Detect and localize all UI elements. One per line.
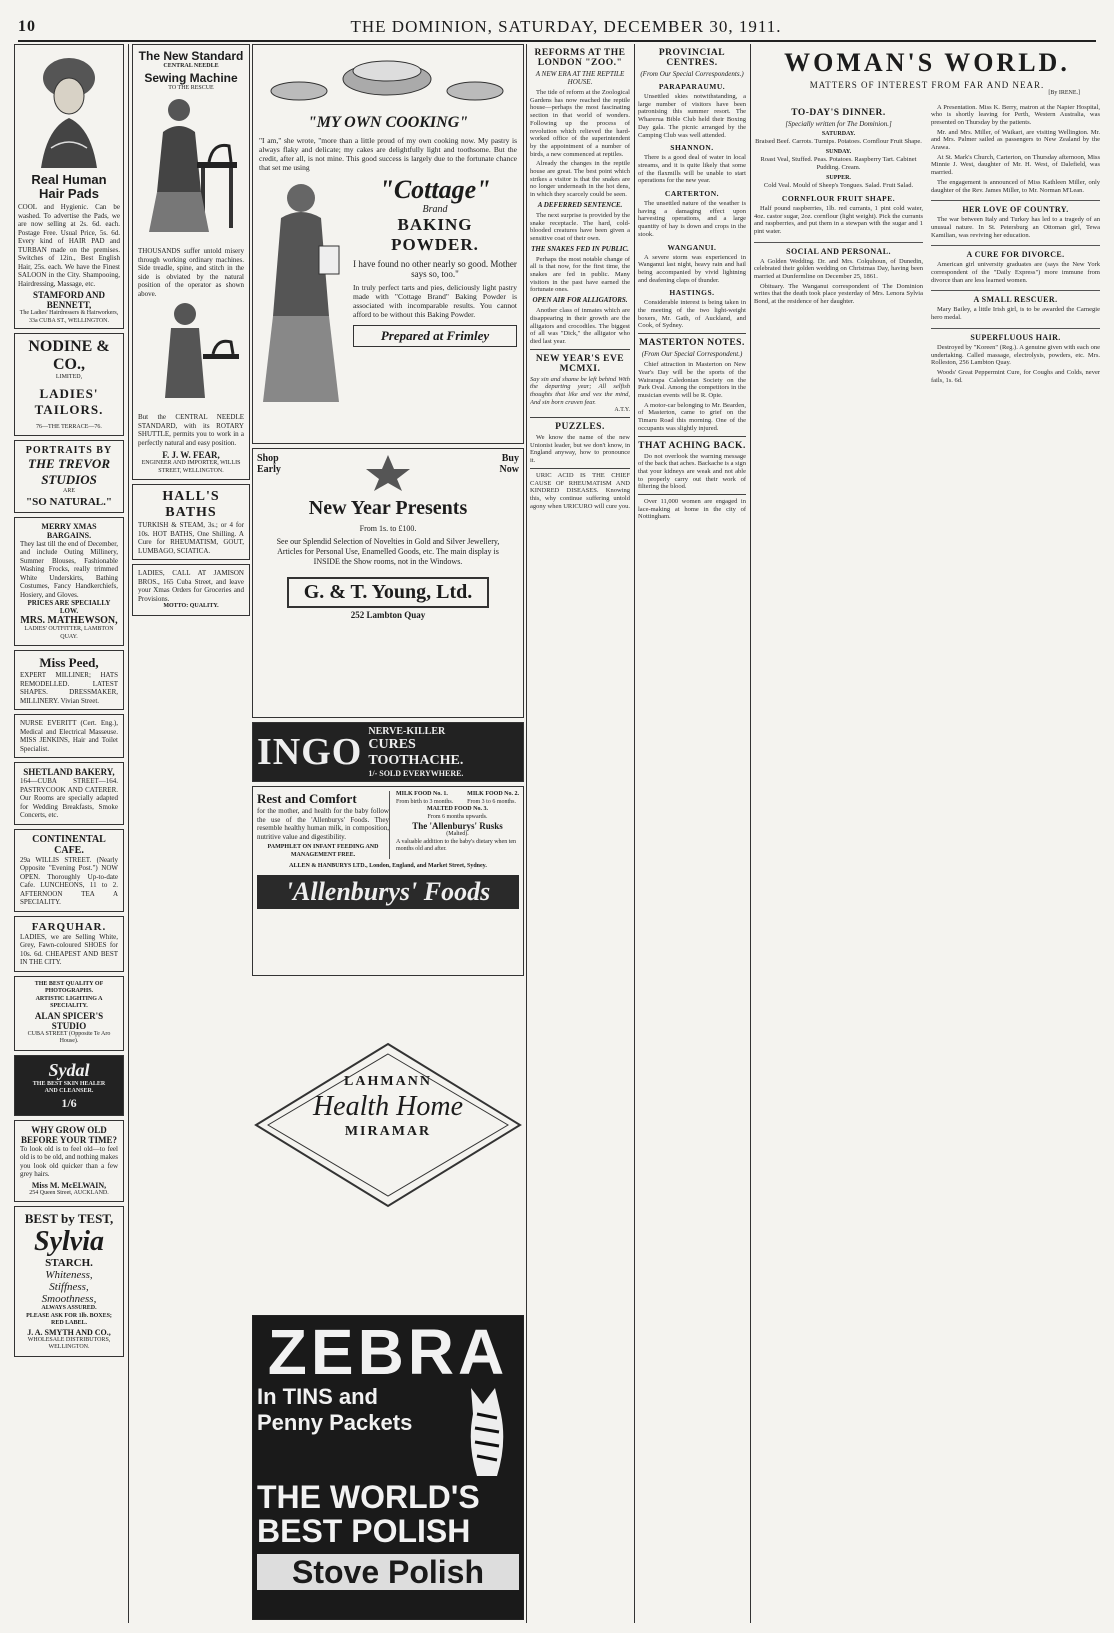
cakes-illustration xyxy=(259,49,517,109)
continental-body: 29a WILLIS STREET. (Nearly Opposite "Evening Post.") NOW OPEN. Thoroughly Up-to-date Cafe. LUNCHEONS, 11 to 2. AFTERNOON TEA A SPECIALITY. xyxy=(20,855,118,906)
ingo-tag1: NERVE-KILLER xyxy=(368,726,446,737)
sewing-body2: But the CENTRAL NEEDLE STANDARD, with its ROTARY SHUTTLE, permits you to work in a perfectly natural and easy position. xyxy=(138,413,244,447)
cottage-brand: "Cottage" xyxy=(379,175,491,204)
wanganui-heading: WANGANUI. xyxy=(667,242,717,252)
allenburys-rusks: The 'Allenburys' Rusks xyxy=(412,821,503,831)
masthead xyxy=(18,14,1096,42)
page-number: 10 xyxy=(18,18,36,35)
ingo-price: 1/- SOLD EVERYWHERE. xyxy=(368,769,464,778)
sylvia-line4: Stiffness, xyxy=(49,1281,89,1293)
sylvia-firm: J. A. SMYTH AND CO., xyxy=(27,1327,111,1337)
sewing-line1: The New Standard xyxy=(138,49,244,63)
aching-back-paragraph: Do not overlook the warning message of the back that aches. Backache is a sign that your kidneys are weak and not able to properly carry out their work of filtering the blood. xyxy=(638,452,746,491)
lady-portrait-illustration xyxy=(21,48,117,168)
zebra-line2: Penny Packets xyxy=(257,1410,413,1435)
provincial-headline: PROVINCIAL CENTRES. xyxy=(658,48,726,68)
mathewson-body: They last till the end of December, and include Outing Millinery, Summer Blouses, Fashionable Washing Frocks, really trimmed White Underskirts, Bathing Costumes, Fancy Handkerchiefs, Hosiery, and Gloves. xyxy=(20,539,118,599)
social-paragraph: Mr. and Mrs. Miller, of Waikari, are visiting Wellington. Mr. and Mrs. Palmer sailed as passengers to New Zealand by the Arawa. xyxy=(931,128,1100,152)
zoo-article-column xyxy=(530,44,630,1624)
social-paragraph: A Golden Wedding. Dr. and Mrs. Colquhoun, of Dunedin, celebrated their golden wedding on Christmas Day, having been married at Dunfermline on December 25, 1861. xyxy=(754,257,923,281)
spicer-line1: THE BEST QUALITY OF PHOTOGRAPHS. xyxy=(34,980,104,994)
womans-world-byline: [By IRENE.] xyxy=(1048,90,1080,96)
social-paragraph: The engagement is announced of Miss Kathleen Miller, only daughter of the Rev. James Miller, to Mr. Norman M'Lean. xyxy=(931,178,1100,194)
mathewson-sub: LADIES' OUTFITTER, LAMBTON QUAY. xyxy=(24,626,114,640)
allenburys-brand: 'Allenburys' Foods xyxy=(257,875,519,909)
nodine-limited: LIMITED, xyxy=(55,374,83,380)
allenburys-firm: ALLEN & HANBURYS LTD., London, England, and Market Street, Sydney. xyxy=(289,863,487,869)
halls-baths-ad xyxy=(132,484,250,560)
trevor-name: THE TREVOR STUDIOS xyxy=(28,456,110,487)
trevor-studios-ad xyxy=(14,440,124,513)
sydal-brand: Sydal xyxy=(48,1059,90,1080)
sewing-machine-ad xyxy=(132,44,250,480)
peed-name: Miss Peed, xyxy=(39,655,99,670)
nodine-ladies: LADIES' xyxy=(39,385,99,401)
puzzles-paragraph: We know the name of the new Unionist leader, but we don't know, in England anyway, how to pronounce it. xyxy=(530,434,630,465)
provincial-paragraph: Unsettled skies notwithstanding, a large number of visitors have been patronising this summer resort. The Wharerua Bible Club held their Boxing Day gala. The picnic arranged by the Camping Club was well attended. xyxy=(638,93,746,139)
shetland-bakery-ad xyxy=(14,762,124,825)
social-paragraph: At St. Mark's Church, Carterton, on Thursday afternoon, Miss Minnie J. West, daughter of Mr. H. West, of Dalefield, was married. xyxy=(931,153,1100,177)
sunday-label: SUNDAY. xyxy=(825,148,852,155)
lahmann-line3: MIRAMAR xyxy=(344,1124,432,1139)
farquhar-body: LADIES, we are Selling White, Grey, Fawn-coloured SHOES for 10s. 6d. CHEAPEST AND BEST IN THE CITY. xyxy=(20,932,118,966)
new-year-body: See our Splendid Selection of Novelties in Gold and Silver Jewellery, Articles for Personal Use, Enamelled Goods, etc. The main display is INSIDE the Show rooms, not in the Windows. xyxy=(276,537,500,566)
cottage-found: I have found no other nearly so good. Mother says so, too." xyxy=(353,259,517,279)
cure-for-divorce-paragraph: American girl university graduates are (says the New York correspondent of the "Daily Express") more immune from divorce than are less learned women. xyxy=(931,261,1100,284)
zebra-line5: Stove Polish xyxy=(257,1554,519,1590)
uric-acid-ad: URIC ACID IS THE CHIEF CAUSE OF RHEUMATISM AND KINDRED DISEASES. Knowing this, why continue suffering untold agony when URICURO will cure you. xyxy=(530,471,630,510)
nurse-body: NURSE EVERITT (Cert. Eng.), Medical and Electrical Masseuse. MISS JENKINS, Hair and Toilet Specialist. xyxy=(20,719,118,753)
mathewson-name: MRS. MATHEWSON, xyxy=(20,615,118,626)
masterton-headline: MASTERTON NOTES. xyxy=(639,338,745,349)
small-rescuer-heading: A SMALL RESCUER. xyxy=(931,290,1100,304)
milk-food-1-sub: From birth to 3 months. xyxy=(396,798,454,805)
sylvia-line3: Whiteness, xyxy=(45,1269,93,1281)
carterton-heading: CARTERTON. xyxy=(664,189,720,199)
continental-title: CONTINENTAL CAFE. xyxy=(32,833,106,856)
miss-peed-ad xyxy=(14,650,124,710)
recipe-heading: CORNFLOUR FRUIT SHAPE. xyxy=(781,193,896,203)
provincial-subhead: (From Our Special Correspondents.) xyxy=(640,70,744,78)
nodine-address: 76—THE TERRACE—76. xyxy=(36,423,102,430)
allenburys-title: Rest and Comfort xyxy=(257,791,357,806)
hastings-heading: HASTINGS. xyxy=(669,288,715,298)
new-years-eve-poem: Say sin and shame be left behind With the departing year; All selfish thoughts that like and vex the mind, And sin born craven fear. xyxy=(530,375,630,406)
dinner-heading: TO-DAY'S DINNER. xyxy=(791,107,886,118)
superfluous-hair-paragraph: Destroyed by "Koreen" (Reg.). A genuine given with each one undertaking. Called massage, electrolysis, powders, etc. Mrs. Rolleston, 256 Lambton Quay. xyxy=(931,343,1100,367)
column-divider xyxy=(634,44,635,1623)
spicer-line2: ARTISTIC LIGHTING A SPECIALITY. xyxy=(35,995,103,1009)
lahmann-line2: Health Home xyxy=(312,1091,464,1122)
nodine-ad xyxy=(14,333,124,436)
grow-old-address: 254 Queen Street, AUCKLAND. xyxy=(29,1189,109,1196)
zoo-section-alligators: OPEN AIR FOR ALLIGATORS. xyxy=(532,296,628,305)
lahmann-ad xyxy=(252,1040,524,1210)
peppermint-cure-paragraph: Woods' Great Peppermint Cure, for Coughs and Colds, never fails, 1s. 6d. xyxy=(931,368,1100,384)
sylvia-line7: PLEASE ASK FOR 1lb. BOXES; RED LABEL. xyxy=(26,1312,112,1326)
cottage-footer: Prepared at Frimley xyxy=(353,325,517,347)
provincial-paragraph: Considerable interest is being taken in the meeting of the two light-weight boxers, Mr. Gath, of Auckland, and Cook, of Sydney. xyxy=(638,299,746,330)
saturday-label: SATURDAY. xyxy=(821,130,856,137)
sylvia-line5: Smoothness, xyxy=(41,1293,97,1305)
new-year-presents-ad xyxy=(252,448,524,718)
spicer-address: CUBA STREET (Opposite Te Aro House). xyxy=(27,1030,111,1044)
column-divider xyxy=(526,44,527,1623)
recipe-paragraph: Half pound raspberries, 1lb. red currants, 1 pint cold water, 4oz. castor sugar, 2oz. cornflour (light weight). Pick the currants and raspberries, and put them in a stewpan with the sugar and 1 pint water. xyxy=(754,204,923,235)
allenburys-rusks-sub: (Malted). xyxy=(446,831,469,837)
cottage-body: In truly perfect tarts and pies, deliciously light pastry made with "Cottage Brand" Baking Powder is associated with incomparable results. You cannot afford to be without this Baking Powder. xyxy=(353,283,517,319)
spicer-name: ALAN SPICER'S STUDIO xyxy=(34,1010,104,1031)
zebra-line4: BEST POLISH xyxy=(257,1513,471,1549)
zebra-brand: ZEBRA xyxy=(267,1316,509,1388)
hair-pads-firm: STAMFORD AND BENNETT, xyxy=(32,290,106,310)
sydal-line1: THE BEST SKIN HEALER xyxy=(32,1080,106,1087)
lace-making-paragraph: Over 11,000 women are engaged in lace-making at home in the city of Nottingham. xyxy=(638,498,746,521)
grow-old-title: WHY GROW OLD BEFORE YOUR TIME? xyxy=(20,1124,117,1145)
sydal-ad xyxy=(14,1055,124,1116)
new-year-price: From 1s. to £100. xyxy=(359,524,417,533)
grow-old-body: To look old is to feel old—to feel old is to be old, and nothing makes you look old quicker than a few grey hairs. xyxy=(20,1144,118,1178)
zebra-ad xyxy=(252,1315,524,1620)
sylvia-line1: BEST by TEST, xyxy=(24,1211,114,1226)
allenburys-ad xyxy=(252,786,524,976)
alan-spicer-ad xyxy=(14,976,124,1051)
provincial-paragraph: A severe storm was experienced in Wanganui last night, heavy rain and hail being accompanied by vivid lightning and deafening claps of thunder. xyxy=(638,253,746,284)
zebra-head-illustration xyxy=(455,1384,519,1480)
farquhar-ad xyxy=(14,916,124,972)
masterton-subhead: (From Our Special Correspondent.) xyxy=(641,350,743,359)
zoo-subhead: A NEW ERA AT THE REPTILE HOUSE. xyxy=(535,70,625,86)
small-rescuer-paragraph: Mary Bailey, a little Irish girl, is to be awarded the Carnegie hero medal. xyxy=(931,306,1100,322)
column-divider xyxy=(128,44,129,1623)
shop-early-label: Shop Early xyxy=(257,453,281,475)
new-years-eve-headline: NEW YEAR'S EVE MCMXI. xyxy=(535,353,625,374)
milk-food-1: MILK FOOD No. 1. xyxy=(396,791,448,797)
continental-cafe-ad xyxy=(14,829,124,912)
mathewson-title: MERRY XMAS BARGAINS. xyxy=(41,521,97,540)
zoo-headline: REFORMS AT THE LONDON "ZOO." xyxy=(534,48,626,68)
buy-now-label: Buy Now xyxy=(499,453,519,475)
love-of-country-paragraph: The war between Italy and Turkey has led to a tragedy of an unusual nature. In St. Petersburg an Ottoman girl, Tewa Kamilian, was reviving her education. xyxy=(931,216,1100,239)
woman-with-tin-illustration xyxy=(259,176,349,406)
grow-old-name: Miss M. McELWAIN, xyxy=(31,1180,107,1190)
peed-body: EXPERT MILLINER; HATS REMODELLED. LATEST SHAPES. DRESSMAKER, MILLINERY. Vivian Street. xyxy=(20,671,118,705)
sydal-price: 1/6 xyxy=(61,1095,77,1110)
allenburys-pamphlet: PAMPHLET ON INFANT FEEDING AND MANAGEMENT FREE. xyxy=(267,844,379,858)
womans-world-column xyxy=(754,44,1100,1624)
sydal-line2: AND CLEANSER. xyxy=(44,1088,94,1094)
cottage-product: BAKING POWDER. xyxy=(391,215,479,254)
hair-pads-firm-address: The Ladies' Hairdressers & Hairworkers, 33a CUBA ST., WELLINGTON. xyxy=(19,310,119,324)
saturday-menu: Braised Beef. Carrots. Turnips. Potatoes. Cornflour Fruit Shape. xyxy=(755,138,922,145)
jamison-ad xyxy=(132,564,250,616)
trevor-are: ARE xyxy=(63,488,75,494)
zebra-line3: THE WORLD'S xyxy=(257,1479,480,1515)
lahmann-line1: LAHMANN xyxy=(344,1074,432,1089)
zoo-section-deferred: A DEFERRED SENTENCE. xyxy=(537,200,623,209)
ingo-ad xyxy=(252,722,524,782)
sewing-body: THOUSANDS suffer untold misery through working ordinary machines. Side treadle, spine, and stitch in the side is obviated by the natural position of the operator as shown above. xyxy=(138,247,244,298)
social-paragraph: Obituary. The Wanganui correspondent of The Dominion writes that the death took place yesterday of Mrs. Lenora Sylvia Bond, at the residence of her daughter. xyxy=(754,282,923,306)
sylvia-starch-ad xyxy=(14,1206,124,1357)
grow-old-ad xyxy=(14,1120,124,1203)
cottage-script-heading: "MY OWN COOKING" xyxy=(307,114,469,131)
nodine-tailors: TAILORS. xyxy=(34,401,104,417)
social-personal-heading: SOCIAL AND PERSONAL. xyxy=(754,242,923,256)
farquhar-title: FARQUHAR. xyxy=(31,920,107,933)
trevor-slogan: "SO NATURAL." xyxy=(26,495,112,508)
hair-pads-ad xyxy=(14,44,124,329)
superfluous-hair-heading: SUPERFLUOUS HAIR. xyxy=(931,328,1100,342)
sewing-line3: Sewing Machine xyxy=(144,70,238,85)
womans-world-headline: WOMAN'S WORLD. xyxy=(784,48,1070,77)
zoo-paragraph: Already the changes in the reptile house are great. The best point which strikes a visitor is that the snakes are no longer underneath in the hot dens, in which they scarcely could be seen. xyxy=(530,160,630,199)
ads-column-left xyxy=(14,44,124,1624)
provincial-paragraph: The unsettled nature of the weather is having a damaging effect upon harvesting operations, and a large quantity of hay is down and crops in the stook. xyxy=(638,200,746,238)
zoo-paragraph: Another class of inmates which are disappearing in their growth are the alligators and crocodiles. The biggest of all was "Dick," the alligator who died last year. xyxy=(530,307,630,345)
cottage-quote: "I am," she wrote, "more than a little proud of my own cooking now. My pastry is always flaky and delicate; my cakes are delightfully light and toothsome. But the credit, after all, is not mine. This good success is largely due to the fortunate chance that set me using xyxy=(259,136,517,172)
sylvia-line2: STARCH. xyxy=(45,1257,93,1269)
sunday-menu: Roast Veal, Stuffed. Peas. Potatoes. Raspberry Tart. Cabinet Pudding. Cream. xyxy=(760,156,917,171)
hair-pads-title: Real Human Hair Pads xyxy=(31,172,107,201)
allenburys-body: for the mother, and health for the baby follow the use of the 'Allenburys' Foods. They resemble healthy human milk, in composition, nutritive value and digestibility. xyxy=(257,807,389,841)
zoo-section-snakes: THE SNAKES FED IN PUBLIC. xyxy=(531,244,629,253)
zoo-paragraph: The next surprise is provided by the snake receptacle. The hard, cold-blooded creatures have been given a sensitive coat of their own. xyxy=(530,211,630,242)
shetland-title: SHETLAND BAKERY, xyxy=(23,767,115,777)
ingo-brand: INGO xyxy=(257,731,363,773)
provincial-paragraph: There is a good deal of water in local streams, and it is quite likely that some of the flaxmills will be unable to start operations for the new year. xyxy=(638,154,746,185)
shetland-body: 164—CUBA STREET—164. PASTRYCOOK AND CATERER. Our Rooms are specially adapted for Wedding Breakfasts, Smoke Concerts, etc. xyxy=(20,777,118,819)
column-divider xyxy=(750,44,751,1623)
cottage-baking-powder-ad xyxy=(252,44,524,444)
new-year-title: New Year Presents xyxy=(308,497,468,519)
puzzles-headline: PUZZLES. xyxy=(555,422,605,432)
ingo-tag2: CURES xyxy=(368,737,416,752)
womans-world-subhead: MATTERS OF INTEREST FROM FAR AND NEAR. xyxy=(809,80,1045,90)
milk-food-2-sub: From 3 to 6 months. xyxy=(467,798,516,805)
newspaper-title: THE DOMINION, SATURDAY, DECEMBER 30, 1911. xyxy=(350,17,782,36)
sewing-line4: TO THE RESCUE xyxy=(168,84,214,91)
masterton-paragraph: A motor-car belonging to Mr. Bearden, of Masterton, came to grief on the Timaru Road this morning. One of the occupants was slightly injured. xyxy=(638,401,746,432)
provincial-column xyxy=(638,44,746,1624)
jamison-motto: MOTTO: QUALITY. xyxy=(163,603,219,609)
poem-signature: A.T.Y. xyxy=(614,406,630,413)
sylvia-firm-sub: WHOLESALE DISTRIBUTORS, WELLINGTON. xyxy=(27,1336,111,1350)
trevor-line1: PORTRAITS BY xyxy=(25,445,113,456)
sewing-woman-illustration xyxy=(139,92,243,242)
milk-food-2: MILK FOOD No. 2. xyxy=(467,791,519,797)
sewing-firm-sub: ENGINEER AND IMPORTER, WILLIS STREET, WELLINGTON. xyxy=(141,460,241,474)
masterton-paragraph: Chief attraction in Masterton on New Year's Day will be the sports of the Wairarapa Caledonian Society on the Park Oval. Among the competitors in the musician events will be R. Opie. xyxy=(638,361,746,399)
malted-food-sub: From 6 months upwards. xyxy=(427,813,488,820)
ingo-tag3: TOOTHACHE. xyxy=(368,753,464,768)
cure-for-divorce-heading: A CURE FOR DIVORCE. xyxy=(931,245,1100,259)
nurse-ad xyxy=(14,714,124,758)
dinner-subhead: [Specially written for The Dominion.] xyxy=(785,119,892,128)
social-paragraph: A Presentation. Miss K. Berry, matron at the Napier Hospital, who is shortly leaving for Perth, Western Australia, was presented on Thursday by the patients. xyxy=(931,103,1100,126)
malted-food: MALTED FOOD No. 3. xyxy=(427,806,488,812)
hair-pads-body: COOL and Hygienic. Can be washed. To advertise the Pads, we are now selling at 2s. 6d. each. Postage Free. Usual Price, 5s. 6d. Every kind of HAIR PAD and TURBAN made on the premises. Switches of 12in., Best English Hair, 25s. each. We have the Finest SALOON in the City. Shampooing, Hairdressing, Massage, etc. xyxy=(18,203,120,288)
supper-menu: Cold Veal. Mould of Sheep's Tongues. Salad. Fruit Salad. xyxy=(763,182,914,190)
zebra-line1: In TINS and xyxy=(257,1384,378,1409)
allenburys-rusks-body: A valuable addition to the baby's dietary when ten months old and after. xyxy=(396,838,517,852)
sylvia-brand: Sylvia xyxy=(34,1226,104,1257)
halls-title: HALL'S BATHS xyxy=(162,489,220,520)
cottage-brand-sub: Brand xyxy=(422,204,448,215)
ads-column-second xyxy=(132,44,250,764)
jamison-body: LADIES, CALL AT JAMISON BROS., 165 Cuba Street, and leave your Xmas Orders for Groceries and Provisions. xyxy=(138,569,244,603)
mathewson-ad xyxy=(14,517,124,647)
halls-body: TURKISH & STEAM, 3s.; or 4 for 10s. HOT BATHS, One Shilling. A Cure for RHEUMATISM, GOUT, LUMBAGO, SCIATICA. xyxy=(138,521,244,555)
zoo-paragraph: The tide of reform at the Zoological Gardens has now reached the reptile house—perhaps the most fascinating section in that world of wonders. Following up the process of revolution which relieved the hard-worked office of the superintendent by the appointment of a number of birds, a new commenced at reptiles. xyxy=(530,89,630,158)
young-firm-name: G. & T. Young, Ltd. xyxy=(287,577,489,608)
supper-label: SUPPER. xyxy=(826,174,851,181)
young-address: 252 Lambton Quay xyxy=(350,610,426,620)
sewing-firm: F. J. W. FEAR, xyxy=(162,450,220,460)
mathewson-prices: PRICES ARE SPECIALLY LOW. xyxy=(27,599,111,615)
sewing-woman-upright-illustration xyxy=(139,298,243,408)
sewing-line2: CENTRAL NEEDLE xyxy=(163,63,219,69)
sylvia-line6: ALWAYS ASSURED. xyxy=(41,1305,97,1311)
zoo-paragraph: Perhaps the most notable change of all is that now, for the first time, the snakes are fed in public. Many visitors in the past have earned the fortunate ones. xyxy=(530,255,630,294)
nodine-name: NODINE & CO., xyxy=(28,338,110,373)
paraparaumu-heading: PARAPARAUMU. xyxy=(658,82,726,91)
aching-back-headline: THAT ACHING BACK. xyxy=(638,440,746,451)
shannon-heading: SHANNON. xyxy=(670,143,714,153)
star-ornament-icon xyxy=(358,453,418,493)
love-of-country-heading: HER LOVE OF COUNTRY. xyxy=(931,200,1100,214)
